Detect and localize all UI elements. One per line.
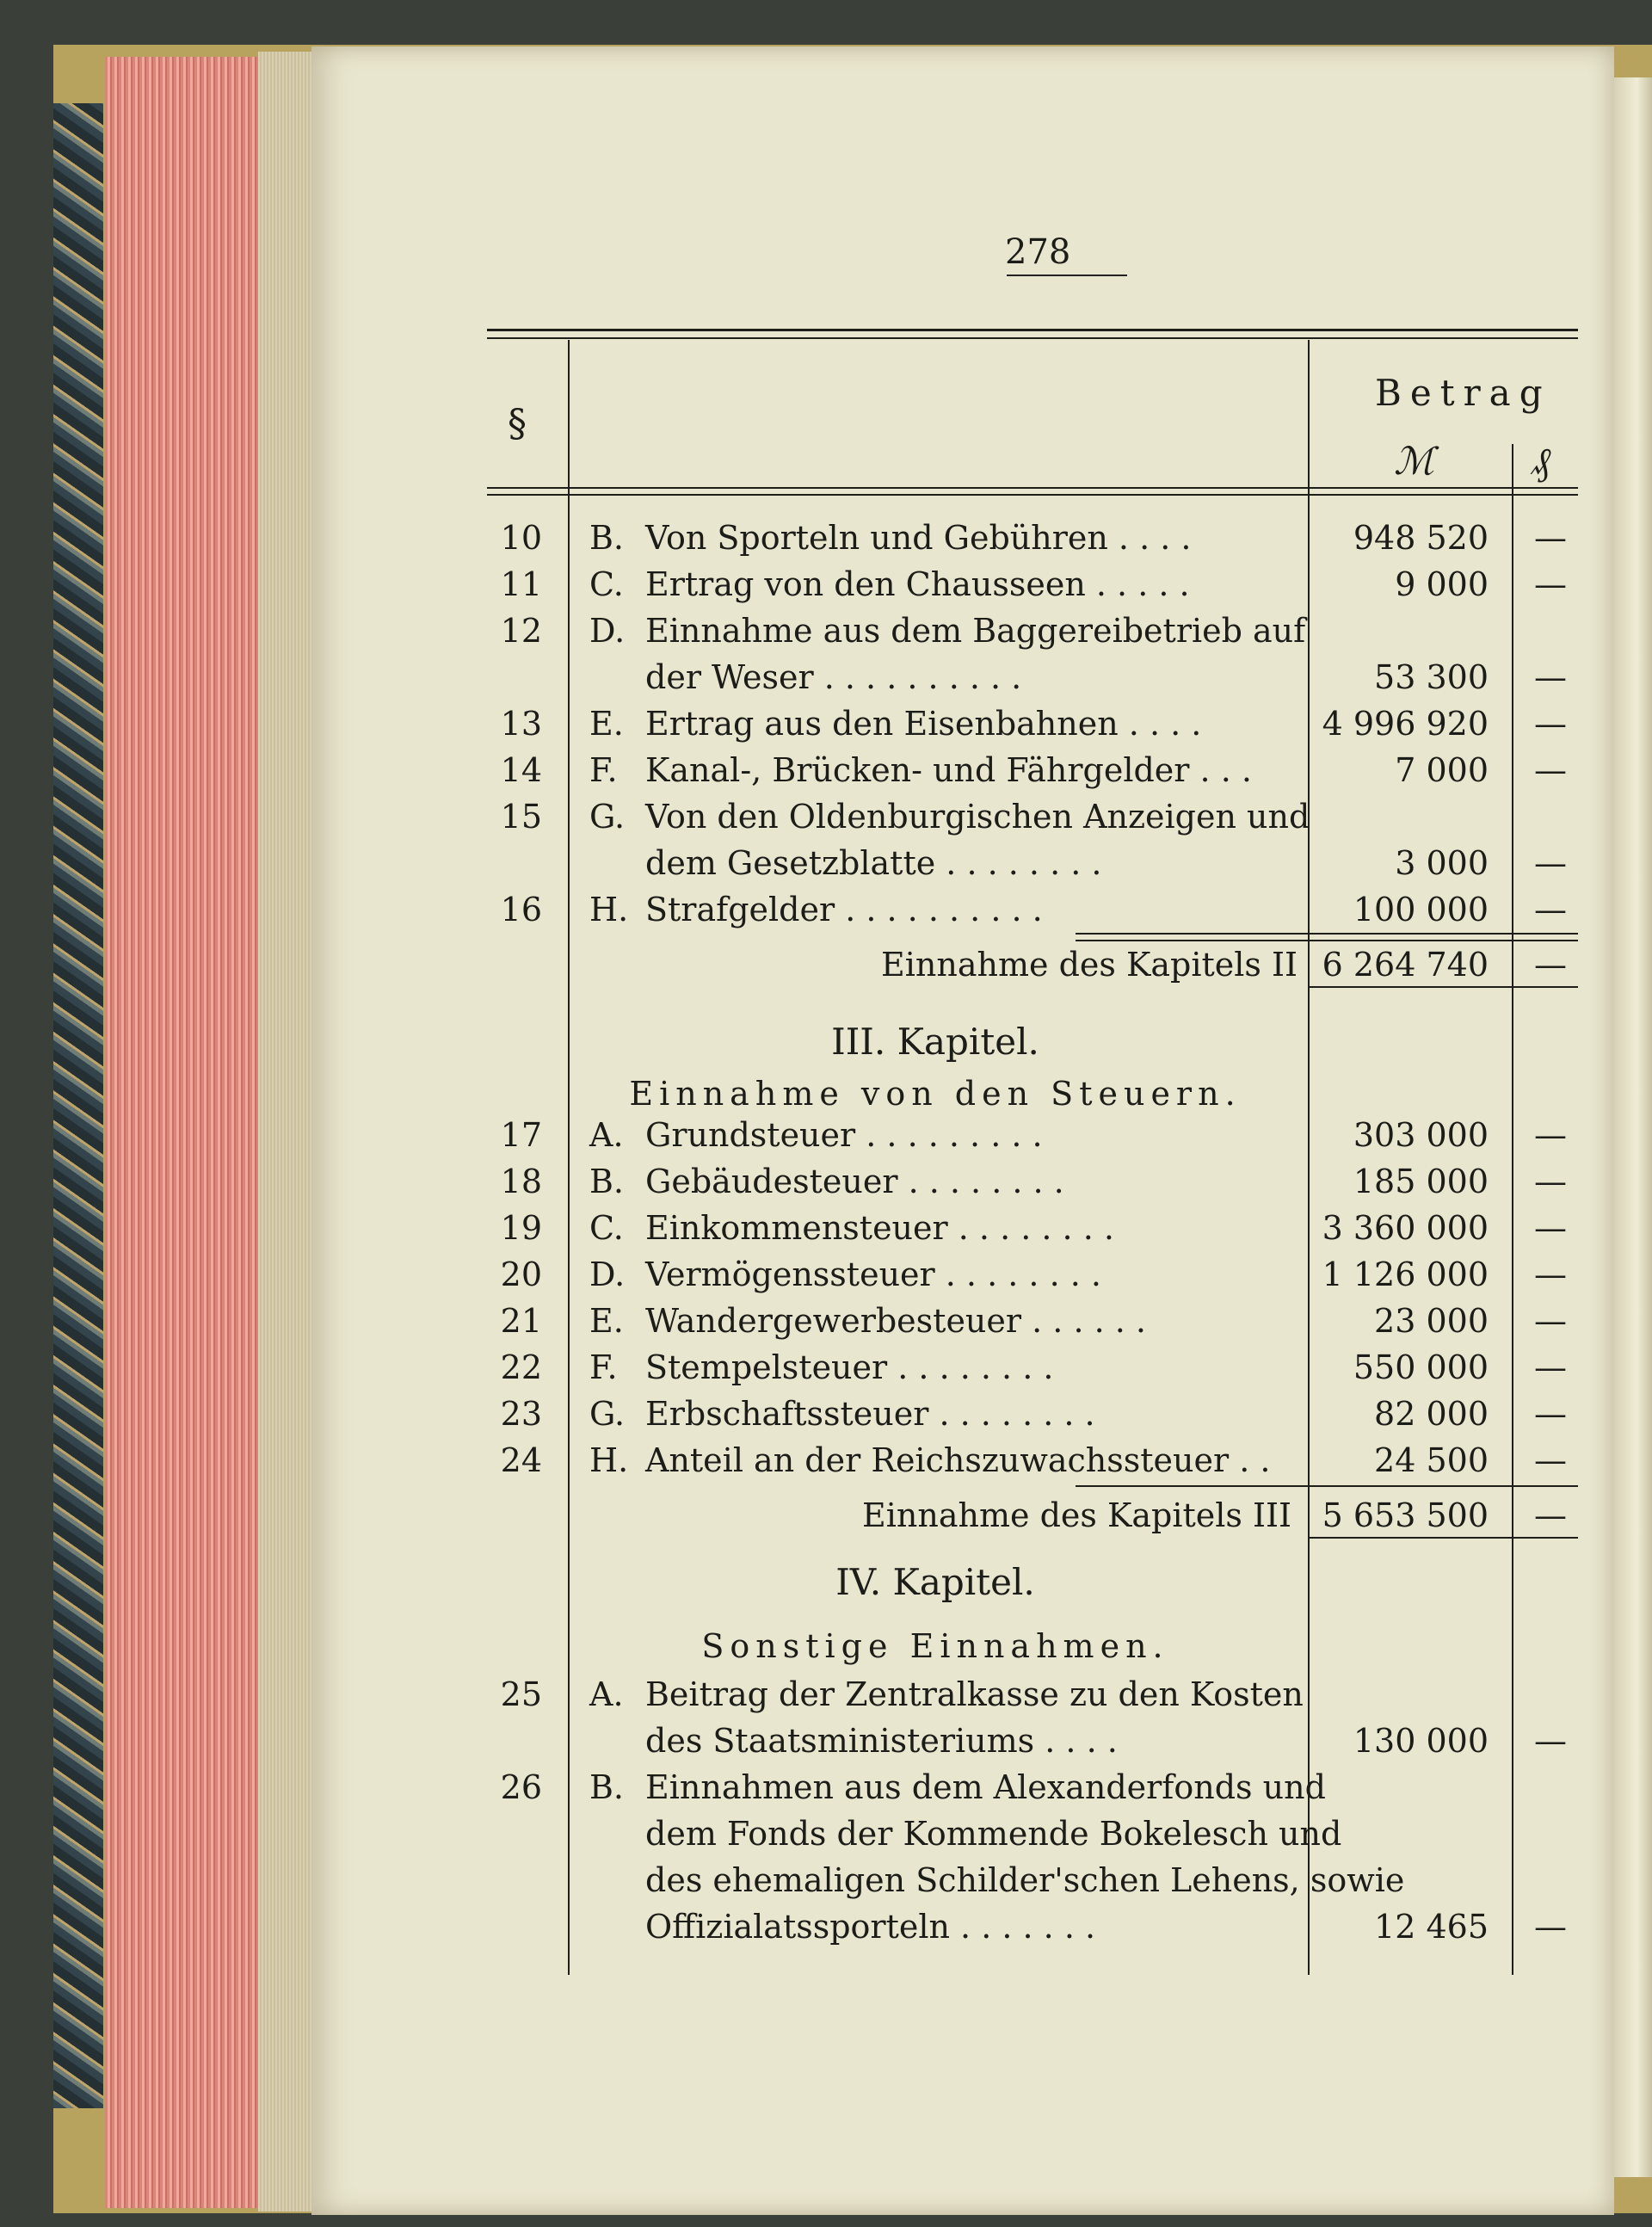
row-amount: 53 300	[1374, 658, 1489, 696]
row-letter: H.	[589, 891, 629, 928]
row-pfennig: —	[1534, 1209, 1567, 1247]
row-description: dem Fonds der Kommende Bokelesch und	[645, 1815, 1342, 1853]
chapter-iii-subtitle: Einnahme von den Steuern.	[629, 1075, 1242, 1113]
page-number-rule	[1007, 275, 1127, 276]
row-number: 25	[500, 1675, 542, 1713]
row-description: Einkommensteuer . . . . . . . .	[645, 1209, 1114, 1247]
row-letter: A.	[589, 1675, 624, 1713]
betrag-header: Betrag	[1375, 372, 1551, 414]
subtotal-bottom-rule	[1308, 986, 1578, 988]
row-number: 13	[500, 705, 542, 743]
row-number: 18	[500, 1163, 542, 1200]
row-description: Kanal-, Brücken- und Fährgelder . . .	[645, 751, 1252, 789]
subtotal-rule	[1076, 933, 1578, 935]
row-letter: C.	[589, 1209, 624, 1247]
row-number: 12	[500, 612, 542, 650]
row-pfennig: —	[1534, 1722, 1567, 1760]
row-letter: H.	[589, 1441, 629, 1479]
row-description: Einnahmen aus dem Alexanderfonds und	[645, 1768, 1326, 1806]
row-number: 21	[500, 1302, 542, 1340]
row-letter: F.	[589, 1348, 618, 1386]
row-pfennig: —	[1534, 1302, 1567, 1340]
total-label: Einnahme des Kapitels II	[881, 946, 1298, 984]
paragraph-header: §	[508, 402, 527, 446]
row-pfennig: —	[1534, 1908, 1567, 1946]
row-amount: 12 465	[1374, 1908, 1489, 1946]
row-pfennig: —	[1534, 1255, 1567, 1293]
col-divider-3	[1512, 444, 1513, 1975]
row-number: 22	[500, 1348, 542, 1386]
table-top-rule-2	[487, 337, 1578, 339]
row-letter: G.	[589, 798, 626, 836]
row-number: 15	[500, 798, 542, 836]
row-amount: 3 000	[1395, 844, 1489, 882]
row-description: Vermögenssteuer . . . . . . . .	[645, 1255, 1101, 1293]
total-amount: 6 264 740	[1322, 946, 1489, 984]
row-amount: 24 500	[1374, 1441, 1489, 1479]
row-description: Gebäudesteuer . . . . . . . .	[645, 1163, 1064, 1200]
row-letter: F.	[589, 751, 618, 789]
row-amount: 948 520	[1353, 519, 1489, 557]
row-amount: 3 360 000	[1322, 1209, 1489, 1247]
subtotal-rule	[1076, 1485, 1578, 1487]
row-letter: B.	[589, 519, 625, 557]
total-pfennig: —	[1534, 1496, 1567, 1534]
row-pfennig: —	[1534, 891, 1567, 928]
row-letter: B.	[589, 1768, 625, 1806]
row-description: des ehemaligen Schilder'schen Lehens, sowie	[645, 1861, 1405, 1899]
row-letter: C.	[589, 565, 624, 603]
row-number: 17	[500, 1116, 542, 1154]
row-number: 24	[500, 1441, 542, 1479]
total-amount: 5 653 500	[1322, 1496, 1489, 1534]
row-letter: B.	[589, 1163, 625, 1200]
row-description: Stempelsteuer . . . . . . . .	[645, 1348, 1054, 1386]
row-description: Wandergewerbesteuer . . . . . .	[645, 1302, 1147, 1340]
subtotal-bottom-rule	[1308, 1537, 1578, 1539]
row-pfennig: —	[1534, 1348, 1567, 1386]
row-number: 10	[500, 519, 542, 557]
total-label: Einnahme des Kapitels III	[862, 1496, 1292, 1534]
row-description: Strafgelder . . . . . . . . . .	[645, 891, 1043, 928]
chapter-iv-subtitle: Sonstige Einnahmen.	[701, 1627, 1169, 1665]
chapter-iii-title: III. Kapitel.	[831, 1021, 1039, 1063]
row-pfennig: —	[1534, 751, 1567, 789]
row-description: Beitrag der Zentralkasse zu den Kosten	[645, 1675, 1304, 1713]
row-description: Ertrag aus den Eisenbahnen . . . .	[645, 705, 1202, 743]
row-amount: 303 000	[1353, 1116, 1489, 1154]
mark-unit-header: ℳ	[1394, 440, 1435, 484]
facing-page-edge	[1614, 77, 1652, 2177]
row-amount: 4 996 920	[1322, 705, 1489, 743]
page-number: 278	[1005, 232, 1071, 272]
chapter-iv-title: IV. Kapitel.	[835, 1561, 1035, 1603]
row-description: Von den Oldenburgischen Anzeigen und	[645, 798, 1310, 836]
row-letter: D.	[589, 612, 626, 650]
row-amount: 1 126 000	[1322, 1255, 1489, 1293]
row-amount: 82 000	[1374, 1395, 1489, 1433]
row-description: Offizialatssporteln . . . . . . .	[645, 1908, 1096, 1946]
row-pfennig: —	[1534, 1163, 1567, 1200]
row-description: Ertrag von den Chausseen . . . . .	[645, 565, 1190, 603]
row-description: Grundsteuer . . . . . . . . .	[645, 1116, 1043, 1154]
row-amount: 100 000	[1353, 891, 1489, 928]
row-amount: 185 000	[1353, 1163, 1489, 1200]
row-number: 23	[500, 1395, 542, 1433]
row-pfennig: —	[1534, 519, 1567, 557]
row-description: Erbschaftssteuer . . . . . . . .	[645, 1395, 1095, 1433]
row-pfennig: —	[1534, 658, 1567, 696]
row-amount: 130 000	[1353, 1722, 1489, 1760]
row-letter: D.	[589, 1255, 626, 1293]
row-amount: 9 000	[1395, 565, 1489, 603]
row-description: Von Sporteln und Gebühren . . . .	[645, 519, 1192, 557]
row-letter: E.	[589, 1302, 624, 1340]
pfennig-unit-header: ₰	[1532, 440, 1550, 484]
row-letter: A.	[589, 1116, 624, 1154]
page-edges-inner	[258, 52, 311, 2212]
row-amount: 550 000	[1353, 1348, 1489, 1386]
row-amount: 7 000	[1395, 751, 1489, 789]
row-number: 16	[500, 891, 542, 928]
row-description: der Weser . . . . . . . . . .	[645, 658, 1022, 696]
row-pfennig: —	[1534, 565, 1567, 603]
header-bottom-rule	[487, 487, 1578, 489]
row-letter: E.	[589, 705, 624, 743]
row-number: 26	[500, 1768, 542, 1806]
row-pfennig: —	[1534, 1116, 1567, 1154]
row-letter: G.	[589, 1395, 626, 1433]
row-description: des Staatsministeriums . . . .	[645, 1722, 1118, 1760]
row-pfennig: —	[1534, 705, 1567, 743]
row-number: 11	[500, 565, 542, 603]
header-bottom-rule-2	[487, 494, 1578, 496]
row-number: 14	[500, 751, 542, 789]
row-number: 20	[500, 1255, 542, 1293]
row-description: dem Gesetzblatte . . . . . . . .	[645, 844, 1102, 882]
row-number: 19	[500, 1209, 542, 1247]
table-top-rule	[487, 329, 1578, 331]
row-description: Anteil an der Reichszuwachssteuer . .	[645, 1441, 1271, 1479]
row-amount: 23 000	[1374, 1302, 1489, 1340]
row-pfennig: —	[1534, 844, 1567, 882]
row-description: Einnahme aus dem Baggereibetrieb auf	[645, 612, 1306, 650]
marbled-edge	[53, 103, 103, 2108]
col-divider-1	[568, 340, 570, 1975]
row-pfennig: —	[1534, 1395, 1567, 1433]
row-pfennig: —	[1534, 1441, 1567, 1479]
total-pfennig: —	[1534, 946, 1567, 984]
